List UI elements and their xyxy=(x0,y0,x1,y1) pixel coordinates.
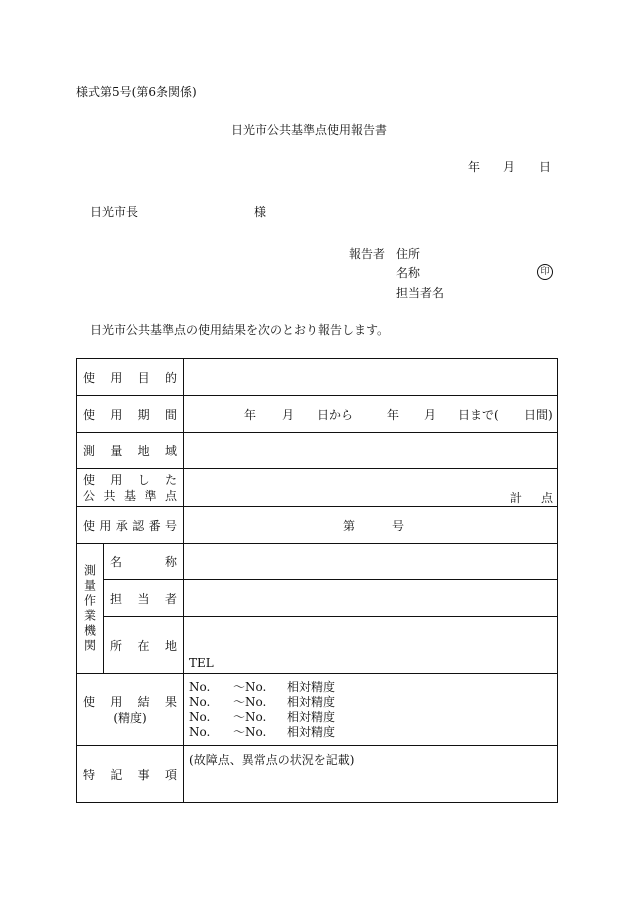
reporter-contact-label: 担当者名 xyxy=(396,286,445,300)
purpose-field[interactable] xyxy=(184,359,558,396)
notes-field[interactable] xyxy=(184,746,558,803)
org-address-label: 所在地 xyxy=(104,617,184,674)
reporter-label: 報告者 xyxy=(349,247,386,261)
result-sub-label: (精度) xyxy=(113,710,147,725)
period-month2: 月 xyxy=(424,408,437,422)
precision-to: 〜No. xyxy=(233,725,267,739)
points-label-line1: 使用した xyxy=(83,472,178,487)
purpose-label: 使用目的 xyxy=(77,359,184,396)
precision-no: No. xyxy=(189,680,211,694)
period-label: 使用期間 xyxy=(77,396,184,433)
points-total-label: 計 xyxy=(510,491,523,505)
precision-accuracy: 相対精度 xyxy=(287,710,336,724)
precision-no: No. xyxy=(189,710,211,724)
area-field[interactable] xyxy=(184,433,558,469)
points-label xyxy=(77,469,184,507)
document-title: 日光市公共基準点使用報告書 xyxy=(231,123,388,137)
result-label-line1: 使用結果 xyxy=(83,694,178,709)
period-days: 日間) xyxy=(524,408,553,422)
org-contact-label: 担当者 xyxy=(104,580,184,617)
approval-field[interactable] xyxy=(184,507,558,544)
precision-accuracy: 相対精度 xyxy=(287,695,336,709)
notes-label: 特記事項 xyxy=(77,746,184,803)
result-label xyxy=(77,674,184,746)
precision-row xyxy=(189,725,557,740)
period-from: 日から xyxy=(317,408,354,422)
precision-row xyxy=(189,680,557,695)
tel-label: TEL xyxy=(189,656,214,670)
approval-prefix: 第 xyxy=(343,519,356,533)
result-field[interactable] xyxy=(184,674,558,746)
precision-row xyxy=(189,695,557,710)
date-day: 日 xyxy=(539,160,552,174)
area-label: 測量地域 xyxy=(77,433,184,469)
addressee-name: 日光市長 xyxy=(90,205,139,219)
org-name-label: 名称 xyxy=(104,544,184,580)
intro-text: 日光市公共基準点の使用結果を次のとおり報告します。 xyxy=(90,323,390,337)
precision-accuracy: 相対精度 xyxy=(287,680,336,694)
reporter-address-label: 住所 xyxy=(396,247,421,261)
precision-to: 〜No. xyxy=(233,695,267,709)
period-field[interactable] xyxy=(184,396,558,433)
period-month1: 月 xyxy=(282,408,295,422)
date-month: 月 xyxy=(503,160,516,174)
precision-no: No. xyxy=(189,725,211,739)
approval-label: 使用承認番号 xyxy=(77,507,184,544)
period-year1: 年 xyxy=(244,408,257,422)
precision-to: 〜No. xyxy=(233,710,267,724)
period-to: 日まで( xyxy=(458,408,499,422)
points-label-line2: 公共基準点 xyxy=(83,488,178,503)
points-unit-label: 点 xyxy=(541,491,554,505)
form-number: 様式第5号(第6条関係) xyxy=(76,85,197,99)
seal-mark: 印 xyxy=(537,264,553,280)
approval-suffix: 号 xyxy=(392,519,405,533)
addressee-honorific: 様 xyxy=(254,205,267,219)
org-label: 測量作業機関 xyxy=(77,544,104,674)
period-year2: 年 xyxy=(387,408,400,422)
precision-to: 〜No. xyxy=(233,680,267,694)
precision-accuracy: 相対精度 xyxy=(287,725,336,739)
precision-row xyxy=(189,710,557,725)
notes-hint: (故障点、異常点の状況を記載) xyxy=(189,753,355,767)
date-year: 年 xyxy=(468,160,481,174)
org-address-field[interactable] xyxy=(184,617,558,674)
report-table xyxy=(76,358,558,803)
org-contact-field[interactable] xyxy=(184,580,558,617)
precision-no: No. xyxy=(189,695,211,709)
reporter-name-label: 名称 xyxy=(396,266,421,280)
org-name-field[interactable] xyxy=(184,544,558,580)
points-field[interactable] xyxy=(184,469,558,507)
